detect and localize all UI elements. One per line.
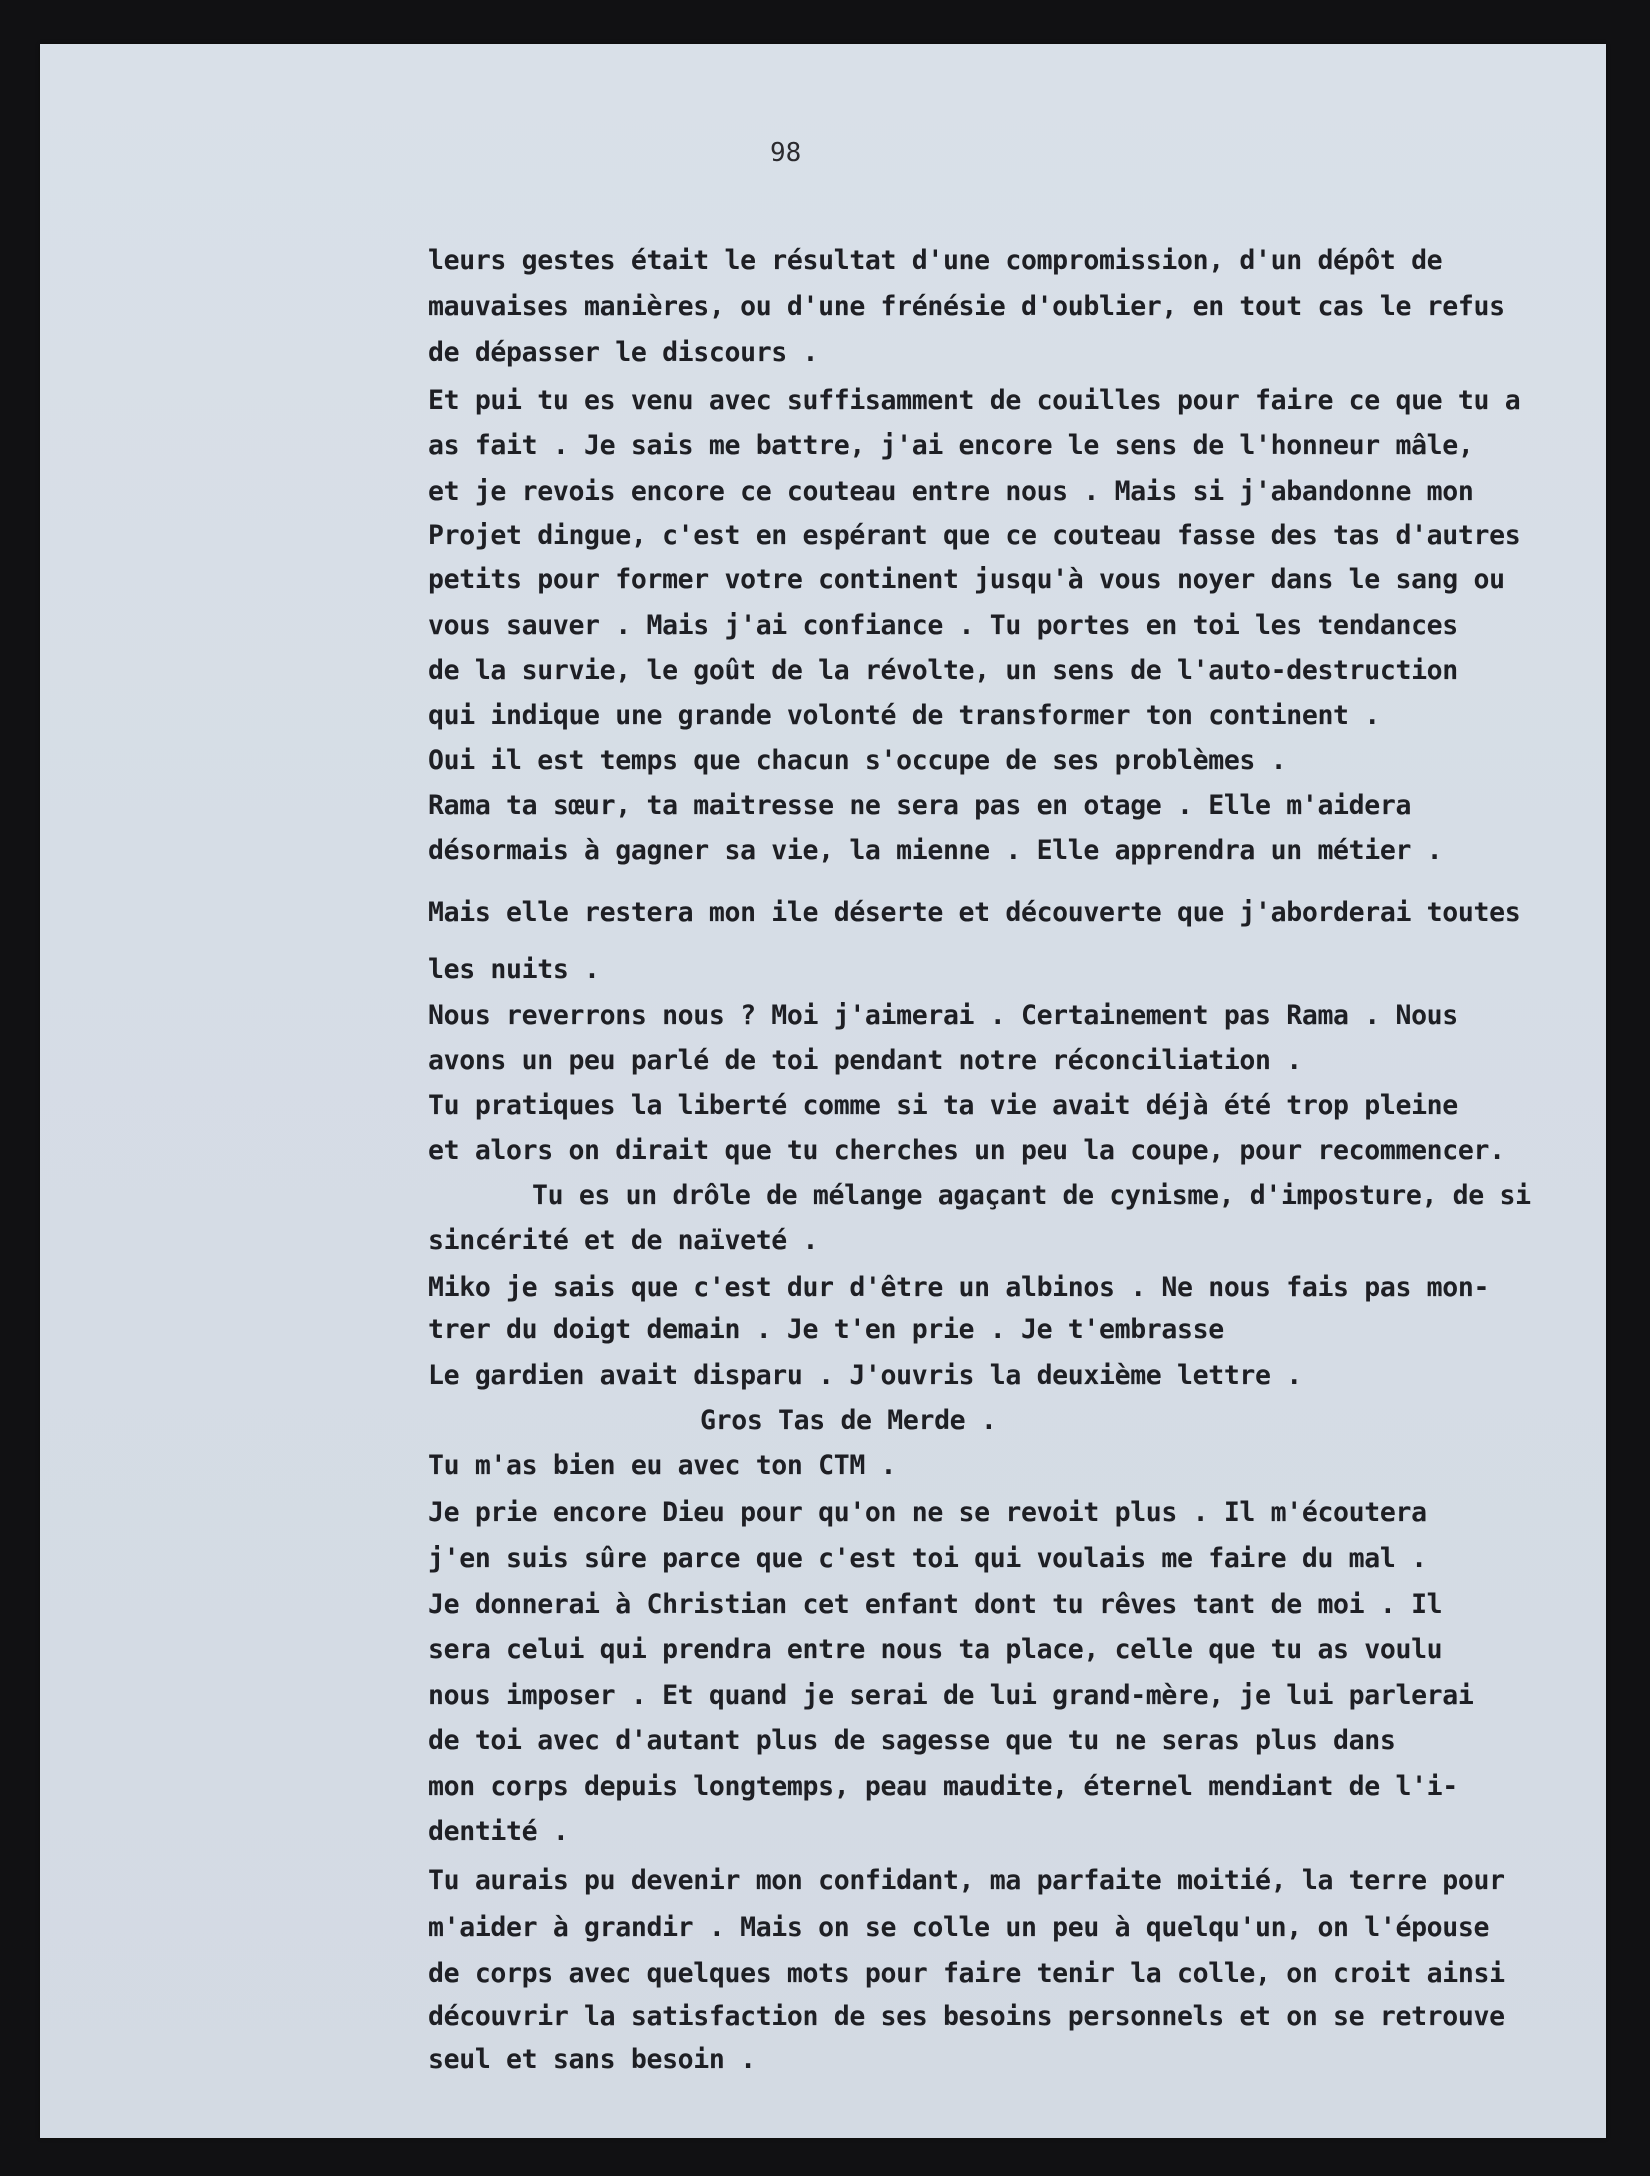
text-line: Tu pratiques la liberté comme si ta vie avait déjà été trop pleine <box>428 1090 1458 1121</box>
text-line: vous sauver . Mais j'ai confiance . Tu portes en toi les tendances <box>428 610 1458 641</box>
text-line: désormais à gagner sa vie, la mienne . Elle apprendra un métier . <box>428 835 1443 866</box>
text-line: Je prie encore Dieu pour qu'on ne se revoit plus . Il m'écoutera <box>428 1497 1427 1528</box>
text-line: seul et sans besoin . <box>428 2044 756 2075</box>
text-line: qui indique une grande volonté de transformer ton continent . <box>428 700 1380 731</box>
text-line: Et pui tu es venu avec suffisamment de couilles pour faire ce que tu a <box>428 385 1521 416</box>
text-line: Mais elle restera mon ile déserte et découverte que j'aborderai toutes <box>428 897 1521 928</box>
text-line: trer du doigt demain . Je t'en prie . Je t'embrasse <box>428 1314 1224 1345</box>
text-line: Le gardien avait disparu . J'ouvris la deuxième lettre . <box>428 1360 1302 1391</box>
text-line: et alors on dirait que tu cherches un peu la coupe, pour recommencer. <box>428 1135 1505 1166</box>
page-number: 98 <box>770 138 802 168</box>
text-line: dentité . <box>428 1816 569 1847</box>
text-line: petits pour former votre continent jusqu'à vous noyer dans le sang ou <box>428 564 1505 595</box>
text-line: de corps avec quelques mots pour faire tenir la colle, on croit ainsi <box>428 1958 1505 1989</box>
text-line: Nous reverrons nous ? Moi j'aimerai . Certainement pas Rama . Nous <box>428 1000 1458 1031</box>
text-line: mauvaises manières, ou d'une frénésie d'oublier, en tout cas le refus <box>428 291 1505 322</box>
text-line: leurs gestes était le résultat d'une compromission, d'un dépôt de <box>428 245 1443 276</box>
text-line: Miko je sais que c'est dur d'être un albinos . Ne nous fais pas mon- <box>428 1272 1490 1303</box>
text-line: sera celui qui prendra entre nous ta place, celle que tu as voulu <box>428 1634 1443 1665</box>
text-line: de la survie, le goût de la révolte, un sens de l'auto-destruction <box>428 655 1458 686</box>
text-line: de toi avec d'autant plus de sagesse que tu ne seras plus dans <box>428 1725 1396 1756</box>
text-line: Tu es un drôle de mélange agaçant de cynisme, d'imposture, de si <box>532 1180 1531 1211</box>
text-line: Oui il est temps que chacun s'occupe de ses problèmes . <box>428 745 1287 776</box>
text-line: Tu m'as bien eu avec ton CTM . <box>428 1450 897 1481</box>
text-line: découvrir la satisfaction de ses besoins personnels et on se retrouve <box>428 2001 1505 2032</box>
letter-salutation: Gros Tas de Merde . <box>700 1405 997 1436</box>
text-line: Tu aurais pu devenir mon confidant, ma parfaite moitié, la terre pour <box>428 1865 1505 1896</box>
text-line: Rama ta sœur, ta maitresse ne sera pas en otage . Elle m'aidera <box>428 790 1412 821</box>
text-line: nous imposer . Et quand je serai de lui grand-mère, je lui parlerai <box>428 1680 1474 1711</box>
text-line: mon corps depuis longtemps, peau maudite, éternel mendiant de l'i- <box>428 1771 1458 1802</box>
text-line: Je donnerai à Christian cet enfant dont tu rêves tant de moi . Il <box>428 1589 1443 1620</box>
text-line: les nuits . <box>428 954 600 985</box>
text-line: as fait . Je sais me battre, j'ai encore le sens de l'honneur mâle, <box>428 430 1474 461</box>
text-line: j'en suis sûre parce que c'est toi qui voulais me faire du mal . <box>428 1543 1427 1574</box>
text-line: de dépasser le discours . <box>428 337 819 368</box>
text-line: Projet dingue, c'est en espérant que ce couteau fasse des tas d'autres <box>428 520 1521 551</box>
text-line: sincérité et de naïveté . <box>428 1225 819 1256</box>
text-line: et je revois encore ce couteau entre nous . Mais si j'abandonne mon <box>428 476 1474 507</box>
text-line: m'aider à grandir . Mais on se colle un peu à quelqu'un, on l'épouse <box>428 1912 1490 1943</box>
text-line: avons un peu parlé de toi pendant notre réconciliation . <box>428 1045 1302 1076</box>
